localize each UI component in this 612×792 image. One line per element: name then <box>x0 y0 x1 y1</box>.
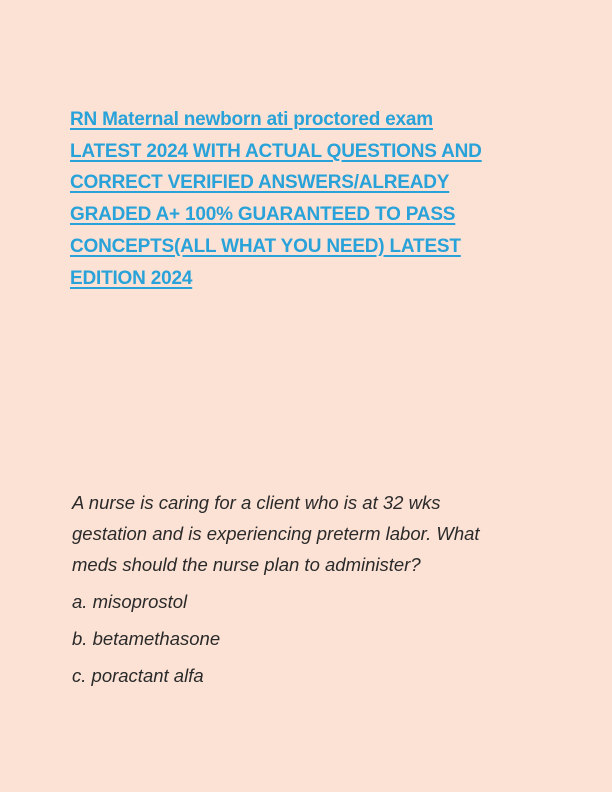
title-line-1: RN Maternal newborn ati proctored exam <box>70 109 433 130</box>
answer-option-c: c. poractant alfa <box>72 665 204 686</box>
title-line-2: LATEST 2024 WITH ACTUAL QUESTIONS AND <box>70 140 482 162</box>
question-block <box>72 487 532 697</box>
document-title-link[interactable] <box>70 104 575 294</box>
title-line-6: EDITION 2024 <box>70 267 193 289</box>
title-line-4: GRADED A+ 100% GUARANTEED TO PASS <box>70 204 456 226</box>
answer-option-a: a. misoprostol <box>72 591 188 612</box>
question-text: A nurse is caring for a client who is at 32 wks gestation and is experiencing preterm labor. What meds should the nurse plan to administer? <box>72 492 480 575</box>
title-line-5: CONCEPTS(ALL WHAT YOU NEED) LATEST <box>70 235 461 257</box>
title-line-3: CORRECT VERIFIED ANSWERS/ALREADY <box>70 172 450 194</box>
answer-option-b: b. betamethasone <box>72 628 221 649</box>
